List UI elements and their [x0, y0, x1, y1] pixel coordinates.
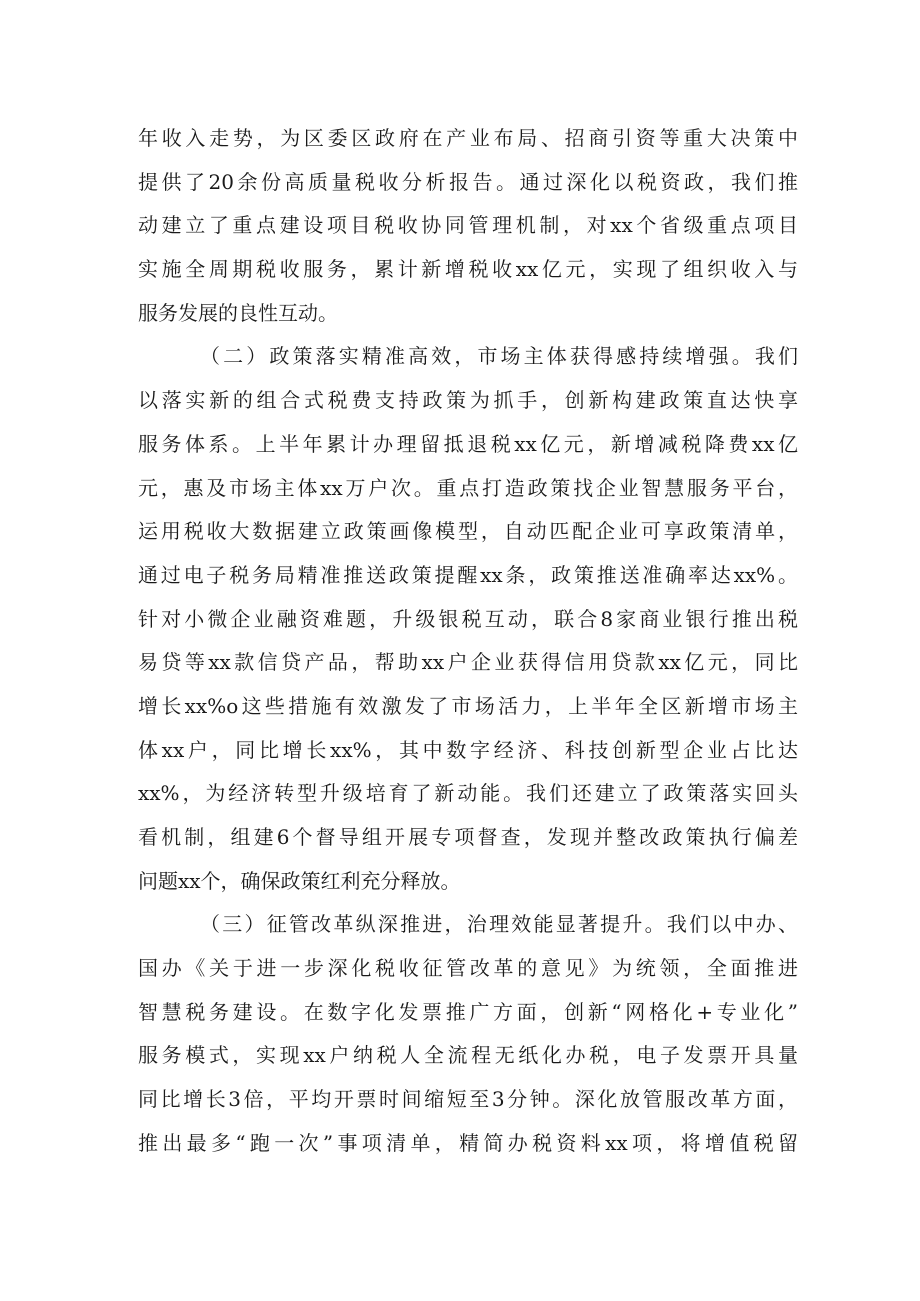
text-line: 动建立了重点建设项目税收协同管理机制，对xx个省级重点项目	[138, 213, 798, 238]
text-line: 服务模式，实现xx户纳税人全流程无纸化办税，电子发票开具量	[138, 1043, 798, 1068]
text-line: （二）政策落实精准高效，市场主体获得感持续增强。我们	[200, 344, 798, 369]
text-line: 增长xx%o这些措施有效激发了市场活力，上半年全区新增市场主	[138, 693, 798, 718]
text-line: 通过电子税务局精准推送政策提醒xx条，政策推送准确率达xx%。	[138, 562, 798, 587]
text-line: 智慧税务建设。在数字化发票推广方面，创新“网格化+专业化”	[138, 999, 798, 1024]
text-line: xx%，为经济转型升级培育了新动能。我们还建立了政策落实回头	[138, 781, 798, 806]
text-line: 体xx户，同比增长xx%，其中数字经济、科技创新型企业占比达	[138, 737, 798, 762]
text-line: 以落实新的组合式税费支持政策为抓手，创新构建政策直达快享	[138, 388, 798, 413]
text-line: （三）征管改革纵深推进，治理效能显著提升。我们以中办、	[200, 912, 798, 937]
text-line: 年收入走势，为区委区政府在产业布局、招商引资等重大决策中	[138, 126, 798, 150]
paragraph-1	[138, 117, 798, 335]
text-line: 服务体系。上半年累计办理留抵退税xx亿元，新增减税降费xx亿	[138, 431, 798, 456]
text-line: 同比增长3倍，平均开票时间缩短至3分钟。深化放管服改革方面，	[138, 1087, 798, 1112]
text-line: 国办《关于进一步深化税收征管改革的意见》为统领，全面推进	[138, 956, 798, 981]
paragraph-2	[138, 335, 798, 903]
text-line: 问题xx个，确保政策红利充分释放。	[138, 868, 461, 893]
text-line: 运用税收大数据建立政策画像模型，自动匹配企业可享政策清单，	[138, 519, 798, 544]
text-line: 实施全周期税收服务，累计新增税收xx亿元，实现了组织收入与	[138, 257, 798, 282]
text-line: 元，惠及市场主体xx万户次。重点打造政策找企业智慧服务平台，	[138, 475, 798, 500]
text-line: 提供了20余份高质量税收分析报告。通过深化以税资政，我们推	[138, 169, 798, 194]
paragraph-3	[138, 903, 798, 1165]
text-line: 推出最多“跑一次”事项清单，精简办税资料xx项，将增值税留	[138, 1130, 798, 1155]
text-line: 易贷等xx款信贷产品，帮助xx户企业获得信用贷款xx亿元，同比	[138, 650, 798, 675]
text-line: 服务发展的良性互动。	[138, 300, 338, 325]
text-line: 针对小微企业融资难题，升级银税互动，联合8家商业银行推出税	[138, 606, 798, 631]
document-body	[138, 117, 798, 1166]
text-line: 看机制，组建6个督导组开展专项督查，发现并整改政策执行偏差	[138, 825, 798, 849]
